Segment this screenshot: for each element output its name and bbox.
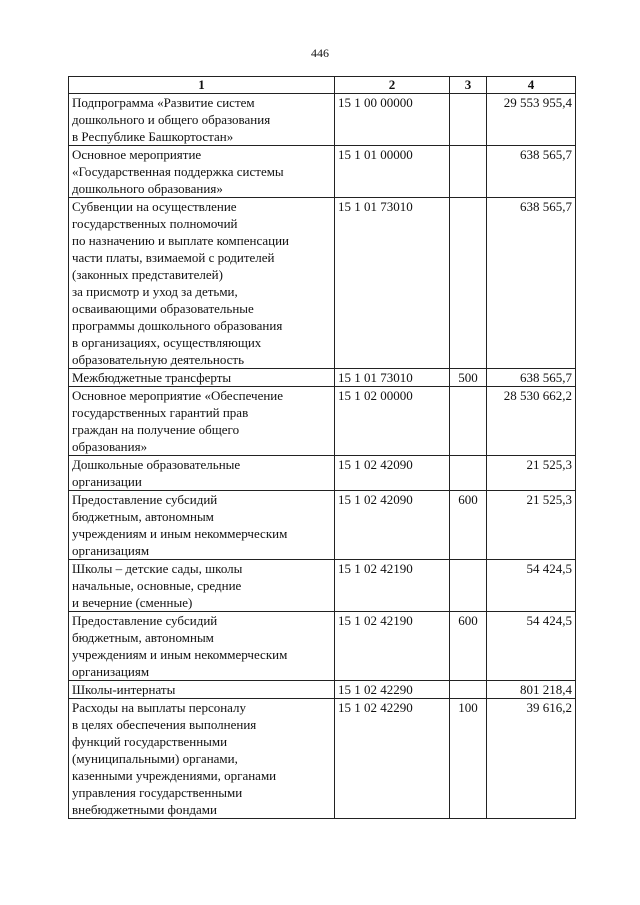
row-amount: 638 565,7 xyxy=(487,198,576,369)
table-row xyxy=(69,612,576,681)
row-name: Школы-интернаты xyxy=(69,681,335,699)
row-name: Расходы на выплаты персоналу в целях обеспечения выполнения функций государственными (муниципальными) органами, казенными учреждениями, органами управления государственными внебюджетными фондами xyxy=(69,699,335,819)
table-row xyxy=(69,681,576,699)
table-row xyxy=(69,94,576,146)
row-name: Субвенции на осуществление государственных полномочий по назначению и выплате компенсации части платы, взимаемой с родителей (законных представителей) за присмотр и уход за детьми, осваивающими образовательные программы дошкольного образования в организациях, осуществляющих образовательную деятельность xyxy=(69,198,335,369)
row-expense-type: 500 xyxy=(450,369,487,387)
row-amount: 29 553 955,4 xyxy=(487,94,576,146)
row-code: 15 1 02 42090 xyxy=(335,491,450,560)
row-expense-type xyxy=(450,560,487,612)
row-code: 15 1 01 73010 xyxy=(335,198,450,369)
row-code: 15 1 02 00000 xyxy=(335,387,450,456)
row-expense-type: 600 xyxy=(450,491,487,560)
row-expense-type xyxy=(450,198,487,369)
column-header-expense-type: 3 xyxy=(450,77,487,94)
table-row xyxy=(69,456,576,491)
row-name: Основное мероприятие «Государственная поддержка системы дошкольного образования» xyxy=(69,146,335,198)
row-name: Дошкольные образовательные организации xyxy=(69,456,335,491)
row-code: 15 1 02 42190 xyxy=(335,560,450,612)
column-header-code: 2 xyxy=(335,77,450,94)
column-header-amount: 4 xyxy=(487,77,576,94)
row-expense-type: 600 xyxy=(450,612,487,681)
row-code: 15 1 02 42190 xyxy=(335,612,450,681)
row-name: Основное мероприятие «Обеспечение государственных гарантий прав граждан на получение общего образования» xyxy=(69,387,335,456)
row-amount: 801 218,4 xyxy=(487,681,576,699)
table-row xyxy=(69,198,576,369)
row-amount: 54 424,5 xyxy=(487,612,576,681)
row-expense-type xyxy=(450,146,487,198)
column-header-name: 1 xyxy=(69,77,335,94)
row-code: 15 1 00 00000 xyxy=(335,94,450,146)
row-code: 15 1 02 42090 xyxy=(335,456,450,491)
row-expense-type: 100 xyxy=(450,699,487,819)
row-name: Подпрограмма «Развитие систем дошкольного и общего образования в Республике Башкортостан» xyxy=(69,94,335,146)
row-amount: 28 530 662,2 xyxy=(487,387,576,456)
row-code: 15 1 02 42290 xyxy=(335,681,450,699)
table-row xyxy=(69,560,576,612)
row-code: 15 1 02 42290 xyxy=(335,699,450,819)
row-expense-type xyxy=(450,456,487,491)
row-amount: 54 424,5 xyxy=(487,560,576,612)
row-amount: 21 525,3 xyxy=(487,491,576,560)
row-expense-type xyxy=(450,387,487,456)
row-name: Межбюджетные трансферты xyxy=(69,369,335,387)
row-expense-type xyxy=(450,94,487,146)
table-row xyxy=(69,491,576,560)
row-amount: 21 525,3 xyxy=(487,456,576,491)
table-row xyxy=(69,146,576,198)
row-name: Школы – детские сады, школы начальные, основные, средние и вечерние (сменные) xyxy=(69,560,335,612)
table-body xyxy=(69,94,576,819)
table-row xyxy=(69,369,576,387)
row-expense-type xyxy=(450,681,487,699)
table-row xyxy=(69,387,576,456)
budget-table xyxy=(68,76,576,819)
row-amount: 638 565,7 xyxy=(487,369,576,387)
page-number: 446 xyxy=(311,46,329,60)
table-header-row xyxy=(69,77,576,94)
row-code: 15 1 01 73010 xyxy=(335,369,450,387)
row-amount: 39 616,2 xyxy=(487,699,576,819)
table-row xyxy=(69,699,576,819)
row-amount: 638 565,7 xyxy=(487,146,576,198)
row-code: 15 1 01 00000 xyxy=(335,146,450,198)
row-name: Предоставление субсидий бюджетным, автономным учреждениям и иным некоммерческим организациям xyxy=(69,612,335,681)
row-name: Предоставление субсидий бюджетным, автономным учреждениям и иным некоммерческим организациям xyxy=(69,491,335,560)
